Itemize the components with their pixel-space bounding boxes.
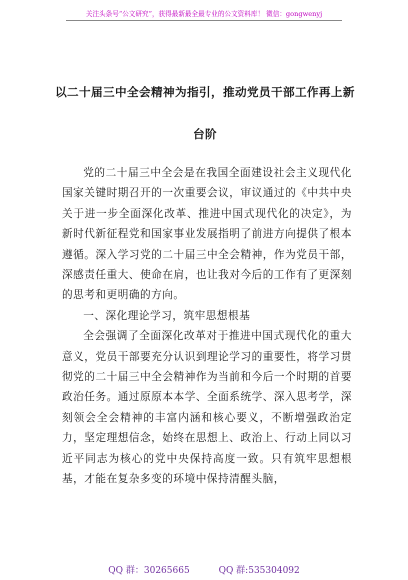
document-body [62,163,352,490]
document-title-line-1: 以二十届三中全会精神为指引，推动党员干部工作再上新 [55,85,355,99]
header-divider [66,20,342,21]
document-title-line-2: 台阶 [193,127,217,141]
footer-contact [0,563,408,576]
body-paragraph-intro: 党的二十届三中全会是在我国全面建设社会主义现代化国家关键时期召开的一次重要会议，审议通过的《中共中央关于进一步全面深化改革、推进中国式现代化的决定》，为新时代新征程党和国家事业发展指明了前进方向提供了根本遵循。深入学习党的二十届三中全会精神，作为党员干部，深感责任重大、使命在肩，也让我对今后的工作有了更深刻的思考和更明确的方向。 [62,167,352,302]
section-heading-1: 一、深化理论学习，筑牢思想根基 [83,309,251,322]
footer-qq-group-1: QQ 群：30265665 [108,566,190,576]
header-promo-note: 关注头条号“公文研究”，获得最新最全最专业的公文资料库！ 微信：gongwenyj [85,10,323,18]
body-paragraph-section-1: 全会强调了全面深化改革对于推进中国式现代化的重大意义，党员干部要充分认识到理论学习的重要性，将学习贯彻党的二十届三中全会精神作为当前和今后一个时期的首要政治任务。通过原原本本学、全面系统学、深入思考学，深刻领会全会精神的丰富内涵和核心要义，不断增强政治定力，坚定理想信念，始终在思想上、政治上、行动上同以习近平同志为核心的党中央保持高度一致。只有筑牢思想根基，才能在复杂多变的环境中保持清醒头脑， [62,330,352,486]
footer-qq-group-2: QQ 群:535304092 [218,566,300,576]
